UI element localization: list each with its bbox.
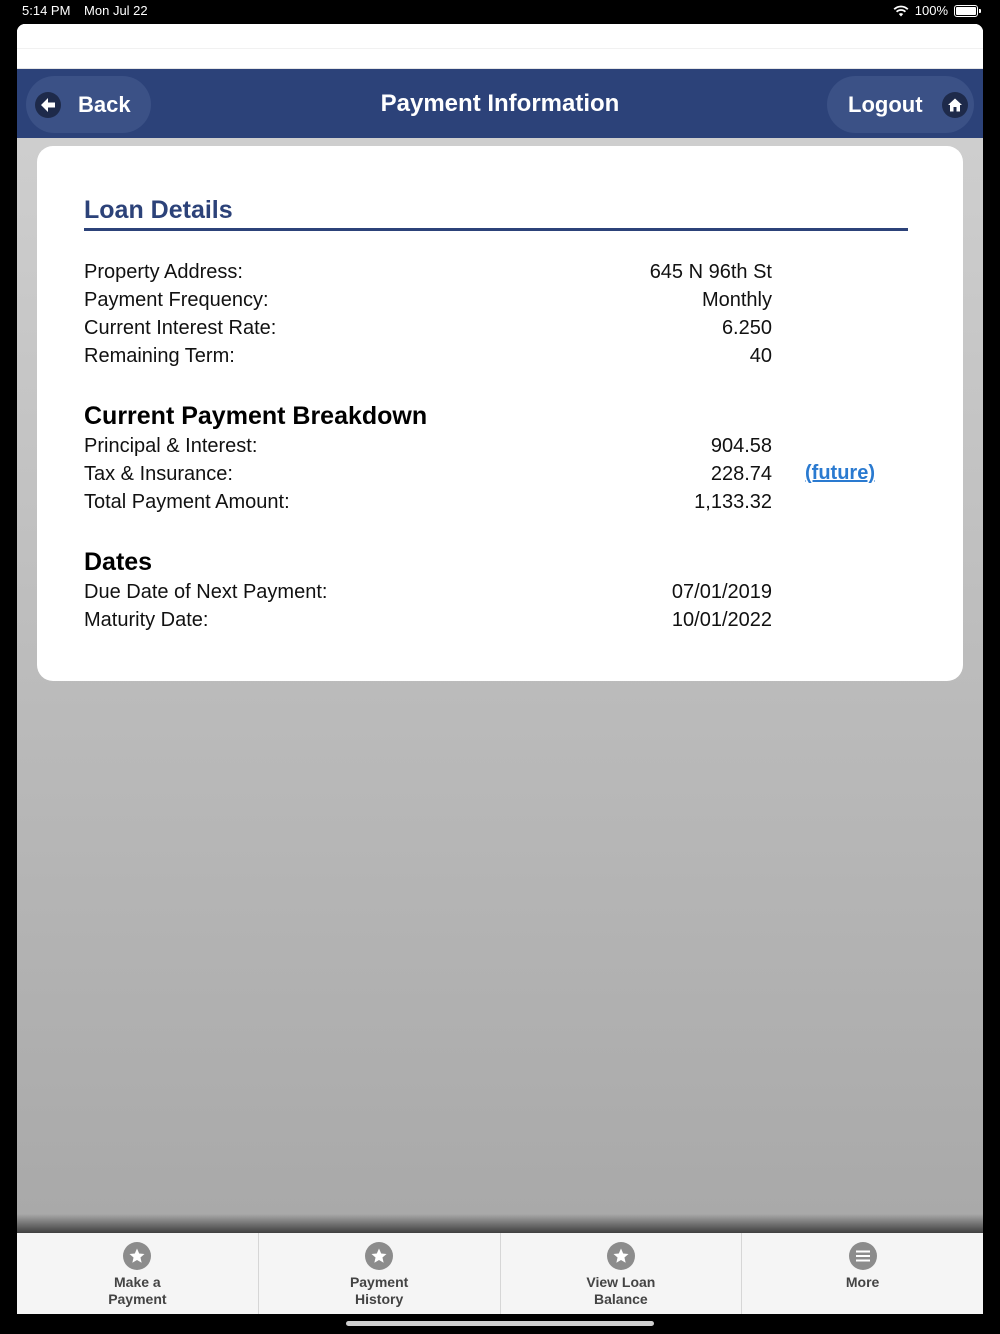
logout-button[interactable]	[827, 76, 974, 133]
tax-insurance-row	[84, 463, 772, 491]
status-time-date	[22, 3, 148, 18]
star-icon	[607, 1242, 635, 1270]
home-icon	[942, 92, 968, 118]
tab-bar	[17, 1233, 983, 1314]
row-label: Principal & Interest:	[84, 435, 258, 457]
status-bar	[0, 0, 1000, 24]
row-value: 645 N 96th St	[649, 261, 772, 283]
row-label: Tax & Insurance:	[84, 463, 233, 485]
row-value: 228.74	[710, 463, 772, 485]
status-date: Mon Jul 22	[84, 3, 148, 18]
tab-label: Payment History	[349, 1274, 409, 1307]
row-label: Current Interest Rate:	[84, 317, 277, 339]
loan-details-title: Loan Details	[84, 196, 233, 224]
row-value: 40	[749, 345, 772, 367]
row-value: 07/01/2019	[671, 581, 772, 603]
next-due-date-row	[84, 581, 772, 609]
loan-details-card	[37, 146, 963, 681]
star-icon	[365, 1242, 393, 1270]
row-label: Due Date of Next Payment:	[84, 581, 328, 603]
tab-more[interactable]	[742, 1233, 983, 1314]
navbar	[17, 69, 983, 138]
tab-label: More	[845, 1274, 880, 1290]
status-indicators	[893, 3, 978, 18]
logout-label: Logout	[848, 91, 923, 117]
total-payment-row	[84, 491, 772, 519]
tab-view-loan-balance[interactable]	[501, 1233, 743, 1314]
row-value: 1,133.32	[694, 491, 772, 513]
maturity-date-row	[84, 609, 772, 637]
property-address-row	[84, 261, 772, 289]
back-label: Back	[78, 91, 131, 117]
row-label: Property Address:	[84, 261, 243, 283]
star-icon	[123, 1242, 151, 1270]
payment-breakdown-heading: Current Payment Breakdown	[84, 402, 428, 430]
row-value: 6.250	[721, 317, 772, 339]
dates-heading: Dates	[84, 548, 153, 576]
arrow-left-icon	[35, 92, 61, 118]
top-bar	[17, 24, 983, 69]
home-indicator[interactable]	[346, 1321, 654, 1326]
app-window	[17, 24, 983, 1314]
row-value: Monthly	[701, 289, 772, 311]
wifi-icon	[893, 5, 909, 17]
payment-frequency-row	[84, 289, 772, 317]
menu-icon	[849, 1242, 877, 1270]
row-label: Total Payment Amount:	[84, 491, 290, 513]
row-label: Remaining Term:	[84, 345, 235, 367]
battery-percent: 100%	[914, 3, 948, 18]
tab-make-payment[interactable]	[17, 1233, 259, 1314]
row-label: Payment Frequency:	[84, 289, 269, 311]
back-button[interactable]	[26, 76, 151, 133]
tab-label: Make a Payment	[108, 1274, 167, 1307]
status-time: 5:14 PM	[22, 3, 71, 18]
principal-interest-row	[84, 435, 772, 463]
interest-rate-row	[84, 317, 772, 345]
tab-label: View Loan Balance	[586, 1274, 656, 1307]
title-divider	[84, 228, 908, 231]
row-label: Maturity Date:	[84, 609, 209, 631]
future-link[interactable]: (future)	[805, 462, 875, 484]
battery-icon	[954, 5, 978, 17]
row-value: 904.58	[710, 435, 772, 457]
row-value: 10/01/2022	[671, 609, 772, 631]
remaining-term-row	[84, 345, 772, 373]
page-title: Payment Information	[380, 90, 620, 117]
tab-payment-history[interactable]	[259, 1233, 501, 1314]
